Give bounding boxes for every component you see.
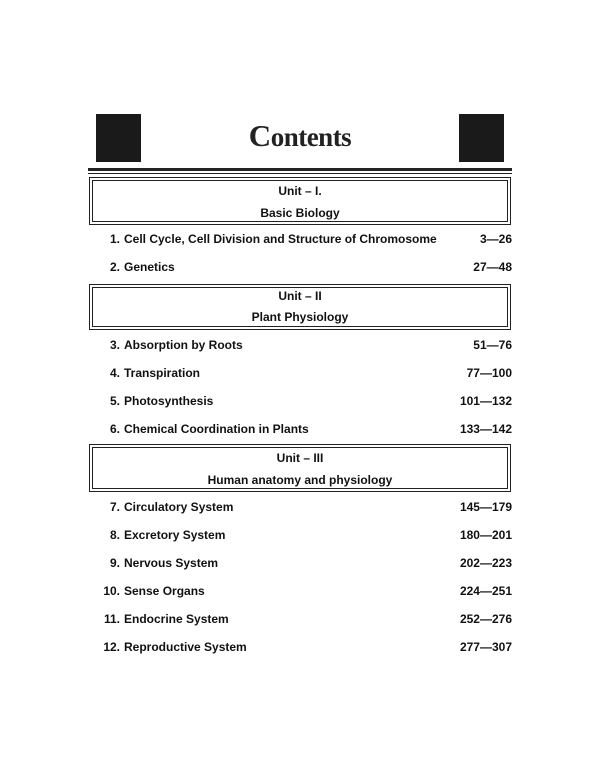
chapter-number: 5. bbox=[109, 394, 120, 408]
unit-name: Plant Physiology bbox=[251, 310, 349, 324]
toc-entry[interactable] bbox=[96, 640, 512, 656]
chapter-number: 7. bbox=[109, 500, 120, 514]
chapter-pages: 133—142 bbox=[459, 422, 512, 436]
chapter-number: 12. bbox=[103, 640, 120, 654]
toc-entry[interactable] bbox=[96, 500, 512, 516]
chapter-number: 4. bbox=[109, 366, 120, 380]
title-rule-thin bbox=[88, 173, 512, 174]
toc-entry[interactable] bbox=[96, 612, 512, 628]
chapter-pages: 252—276 bbox=[459, 612, 512, 626]
chapter-pages: 202—223 bbox=[459, 556, 512, 570]
chapter-number: 1. bbox=[109, 232, 120, 246]
chapter-pages: 277—307 bbox=[459, 640, 512, 654]
chapter-title: Transpiration bbox=[124, 366, 201, 380]
toc-entry[interactable] bbox=[96, 584, 512, 600]
chapter-number: 6. bbox=[109, 422, 120, 436]
chapter-title: Nervous System bbox=[124, 556, 219, 570]
chapter-title: Photosynthesis bbox=[124, 394, 214, 408]
toc-entry[interactable] bbox=[96, 394, 512, 410]
toc-entry[interactable] bbox=[96, 528, 512, 544]
unit-heading-box bbox=[89, 444, 511, 492]
unit-label: Unit – III bbox=[276, 451, 324, 465]
chapter-pages: 180—201 bbox=[459, 528, 512, 542]
unit-name: Human anatomy and physiology bbox=[207, 473, 393, 487]
chapter-number: 9. bbox=[109, 556, 120, 570]
chapter-pages: 101—132 bbox=[459, 394, 512, 408]
unit-heading-box bbox=[89, 177, 511, 225]
unit-label: Unit – II bbox=[278, 289, 322, 303]
chapter-title: Endocrine System bbox=[124, 612, 229, 626]
decorative-block-right bbox=[459, 114, 504, 162]
chapter-pages: 51—76 bbox=[473, 338, 512, 352]
chapter-pages: 3—26 bbox=[479, 232, 512, 246]
chapter-title: Excretory System bbox=[124, 528, 226, 542]
chapter-number: 11. bbox=[103, 612, 120, 626]
chapter-number: 10. bbox=[103, 584, 120, 598]
title-rule-thick bbox=[88, 168, 512, 171]
toc-entry[interactable] bbox=[96, 556, 512, 572]
chapter-pages: 145—179 bbox=[459, 500, 512, 514]
chapter-title: Chemical Coordination in Plants bbox=[124, 422, 309, 436]
toc-entry[interactable] bbox=[96, 232, 512, 248]
toc-entry[interactable] bbox=[96, 338, 512, 354]
chapter-title: Absorption by Roots bbox=[124, 338, 243, 352]
chapter-title: Circulatory System bbox=[124, 500, 234, 514]
chapter-title: Reproductive System bbox=[124, 640, 247, 654]
chapter-pages: 77—100 bbox=[466, 366, 512, 380]
chapter-title: Cell Cycle, Cell Division and Structure of Chromosome bbox=[124, 232, 437, 246]
toc-entry[interactable] bbox=[96, 260, 512, 276]
toc-entry[interactable] bbox=[96, 366, 512, 382]
chapter-number: 3. bbox=[109, 338, 120, 352]
chapter-title: Genetics bbox=[124, 260, 175, 274]
toc-entry[interactable] bbox=[96, 422, 512, 438]
unit-name: Basic Biology bbox=[260, 206, 340, 220]
chapter-pages: 27—48 bbox=[473, 260, 512, 274]
title-initial: C bbox=[248, 118, 271, 153]
chapter-pages: 224—251 bbox=[459, 584, 512, 598]
unit-label: Unit – I. bbox=[278, 184, 322, 198]
page-title bbox=[150, 118, 450, 154]
decorative-block-left bbox=[96, 114, 141, 162]
unit-heading-box bbox=[89, 284, 511, 330]
chapter-number: 8. bbox=[109, 528, 120, 542]
chapter-number: 2. bbox=[109, 260, 120, 274]
title-rest: ontents bbox=[270, 122, 352, 152]
chapter-title: Sense Organs bbox=[124, 584, 205, 598]
